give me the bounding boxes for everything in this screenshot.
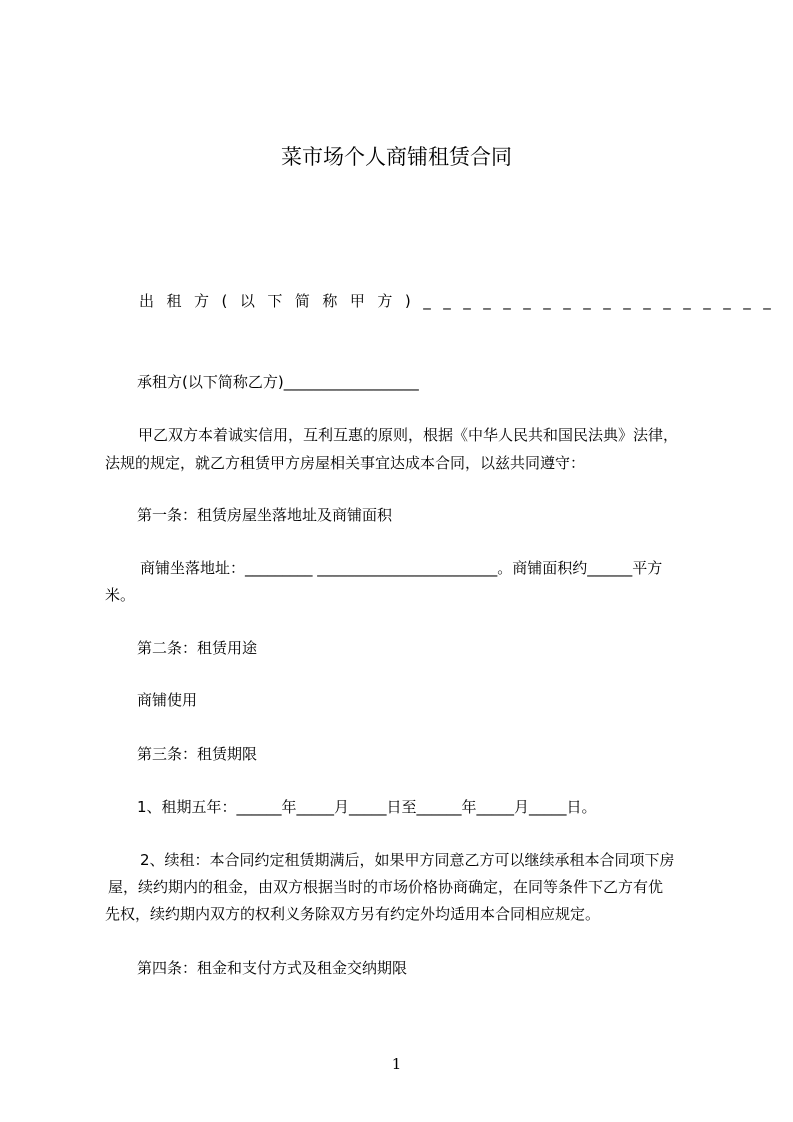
article4-heading: 第四条：租金和支付方式及租金交纳期限 xyxy=(137,959,408,977)
lessee-line: 承租方(以下简称乙方)__________________ xyxy=(137,373,419,391)
article3-item-2-line-1: 2、续租：本合同约定租赁期满后，如果甲方同意乙方可以继续承租本合同项下房 xyxy=(140,851,675,869)
article1-line-2: 米。 xyxy=(105,586,136,604)
article1-line-1: 商铺坐落地址：_________ ________________________。商铺面积约______平方 xyxy=(140,559,663,577)
lessor-line: 出租方(以下简称甲方)__________________ xyxy=(139,292,784,310)
page-number: 1 xyxy=(391,1055,402,1073)
document-title: 菜市场个人商铺租赁合同 xyxy=(281,145,512,169)
article3-item-2-line-3: 先权，续约期内双方的权利义务除双方另有约定外均适用本合同相应规定。 xyxy=(105,905,601,923)
article2-body: 商铺使用 xyxy=(137,691,198,709)
article3-item-1: 1、租期五年：______年_____月_____日至______年_____月_____日。 xyxy=(137,798,597,816)
article1-heading: 第一条：租赁房屋坐落地址及商铺面积 xyxy=(137,506,393,524)
article2-heading: 第二条：租赁用途 xyxy=(137,639,258,657)
article3-heading: 第三条：租赁期限 xyxy=(137,745,258,763)
preamble-line-2: 法规的规定，就乙方租赁甲方房屋相关事宜达成本合同，以兹共同遵守： xyxy=(105,454,586,472)
article3-item-2-line-2: 屋，续约期内的租金，由双方根据当时的市场价格协商确定，在同等条件下乙方有优 xyxy=(108,878,664,896)
preamble-line-1: 甲乙双方本着诚实信用，互利互惠的原则，根据《中华人民共和国民法典》法律， xyxy=(138,426,679,444)
